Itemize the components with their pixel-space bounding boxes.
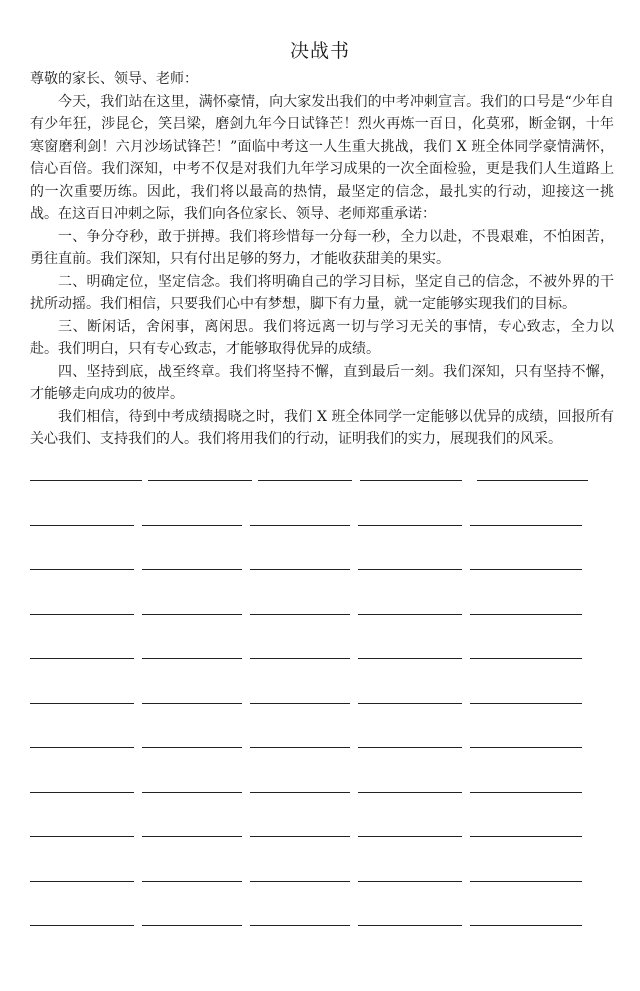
signature-blank-line[interactable] bbox=[142, 792, 242, 793]
signature-blank-line[interactable] bbox=[470, 658, 582, 659]
signature-row bbox=[30, 925, 600, 927]
signature-blank-line[interactable] bbox=[142, 569, 242, 570]
signature-blank-line[interactable] bbox=[142, 747, 242, 748]
signature-blank-line[interactable] bbox=[250, 569, 350, 570]
signature-blank-line[interactable] bbox=[477, 480, 588, 481]
signature-blank-line[interactable] bbox=[142, 836, 242, 837]
signature-blank-line[interactable] bbox=[470, 703, 582, 704]
signature-blank-line[interactable] bbox=[358, 925, 462, 926]
signature-blank-line[interactable] bbox=[30, 525, 134, 526]
signature-blank-line[interactable] bbox=[30, 836, 134, 837]
document-body bbox=[30, 68, 614, 451]
document-title: 决战书 bbox=[289, 40, 350, 62]
signature-blank-line[interactable] bbox=[142, 525, 242, 526]
signature-blank-line[interactable] bbox=[358, 569, 462, 570]
signature-blank-line[interactable] bbox=[470, 925, 582, 926]
signature-blank-line[interactable] bbox=[250, 792, 350, 793]
signature-row bbox=[30, 747, 600, 749]
signature-blank-line[interactable] bbox=[250, 925, 350, 926]
signature-blank-line[interactable] bbox=[250, 836, 350, 837]
signature-blank-line[interactable] bbox=[360, 480, 462, 481]
signature-row bbox=[30, 569, 600, 571]
signature-row bbox=[30, 658, 600, 660]
signature-blank-line[interactable] bbox=[142, 703, 242, 704]
signature-blank-line[interactable] bbox=[250, 747, 350, 748]
signature-blank-line[interactable] bbox=[358, 525, 462, 526]
salutation: 尊敬的家长、领导、老师： bbox=[30, 71, 198, 87]
paragraph-pledge-2: 二、明确定位，坚定信念。我们将明确自己的学习目标，坚定自己的信念，不被外界的干扰所动摇。我们相信，只要我们心中有梦想，脚下有力量，就一定能够实现我们的目标。 bbox=[30, 273, 614, 312]
signature-blank-line[interactable] bbox=[30, 925, 134, 926]
signature-blank-line[interactable] bbox=[250, 658, 350, 659]
signature-blank-line[interactable] bbox=[142, 614, 242, 615]
signature-blank-line[interactable] bbox=[358, 747, 462, 748]
signature-blank-line[interactable] bbox=[30, 792, 134, 793]
signature-blank-line[interactable] bbox=[30, 703, 134, 704]
signature-blank-line[interactable] bbox=[142, 925, 242, 926]
signature-row bbox=[30, 881, 600, 883]
paragraph-pledge-3: 三、断闲话，舍闲事，离闲思。我们将远离一切与学习无关的事情，专心致志，全力以赴。我们明白，只有专心致志，才能够取得优异的成绩。 bbox=[30, 318, 614, 357]
signature-blank-line[interactable] bbox=[30, 614, 134, 615]
signature-blank-line[interactable] bbox=[358, 703, 462, 704]
signature-blank-line[interactable] bbox=[142, 658, 242, 659]
signature-blank-line[interactable] bbox=[470, 881, 582, 882]
signature-row bbox=[30, 836, 600, 838]
paragraph-closing: 我们相信，待到中考成绩揭晓之时，我们 X 班全体同学一定能够以优异的成绩，回报所有关心我们、支持我们的人。我们将用我们的行动，证明我们的实力，展现我们的风采。 bbox=[30, 408, 614, 447]
signature-blank-line[interactable] bbox=[258, 480, 352, 481]
signature-blank-line[interactable] bbox=[470, 569, 582, 570]
signature-row bbox=[30, 525, 600, 527]
signature-blank-line[interactable] bbox=[470, 792, 582, 793]
signature-blank-line[interactable] bbox=[30, 747, 134, 748]
signature-blank-line[interactable] bbox=[358, 881, 462, 882]
signature-row bbox=[30, 614, 600, 616]
signature-blank-line[interactable] bbox=[358, 836, 462, 837]
signature-blank-line[interactable] bbox=[358, 792, 462, 793]
signature-row bbox=[30, 792, 600, 794]
signature-blank-line[interactable] bbox=[250, 703, 350, 704]
signature-blank-line[interactable] bbox=[148, 480, 252, 481]
signature-blank-line[interactable] bbox=[30, 480, 142, 481]
signature-blank-line[interactable] bbox=[30, 658, 134, 659]
signature-blank-line[interactable] bbox=[470, 836, 582, 837]
signature-blank-line[interactable] bbox=[30, 881, 134, 882]
signature-blank-line[interactable] bbox=[470, 747, 582, 748]
signature-row bbox=[30, 703, 600, 705]
signature-blank-line[interactable] bbox=[142, 881, 242, 882]
signature-blank-line[interactable] bbox=[250, 614, 350, 615]
signature-blank-line[interactable] bbox=[358, 614, 462, 615]
signature-blank-line[interactable] bbox=[250, 525, 350, 526]
paragraph-intro: 今天，我们站在这里，满怀豪情，向大家发出我们的中考冲刺宣言。我们的口号是“少年自有少年狂，涉昆仑，笑吕梁，磨剑九年今日试锋芒！烈火再炼一百日，化莫邪，断金钢，十年寒窗磨利剑！六月沙场试锋芒！”面临中考这一人生重大挑战，我们 X 班全体同学豪情满怀，信心百倍。我们深知，中考不仅是对我们九年学习成果的一次全面检验，更是我们人生道路上的一次重要历练。因此，我们将以最高的热情，最坚定的信念，最扎实的行动，迎接这一挑战。在这百日冲刺之际，我们向各位家长、领导、老师郑重承诺： bbox=[30, 93, 614, 222]
signature-blank-line[interactable] bbox=[470, 614, 582, 615]
signature-row bbox=[30, 480, 600, 482]
signature-blank-line[interactable] bbox=[470, 525, 582, 526]
signature-blank-line[interactable] bbox=[250, 881, 350, 882]
signature-blank-line[interactable] bbox=[30, 569, 134, 570]
signature-blank-line[interactable] bbox=[358, 658, 462, 659]
paragraph-pledge-4: 四、坚持到底，战至终章。我们将坚持不懈，直到最后一刻。我们深知，只有坚持不懈，才能够走向成功的彼岸。 bbox=[30, 363, 614, 402]
paragraph-pledge-1: 一、争分夺秒，敢于拼搏。我们将珍惜每一分每一秒，全力以赴，不畏艰难，不怕困苦，勇往直前。我们深知，只有付出足够的努力，才能收获甜美的果实。 bbox=[30, 228, 614, 267]
